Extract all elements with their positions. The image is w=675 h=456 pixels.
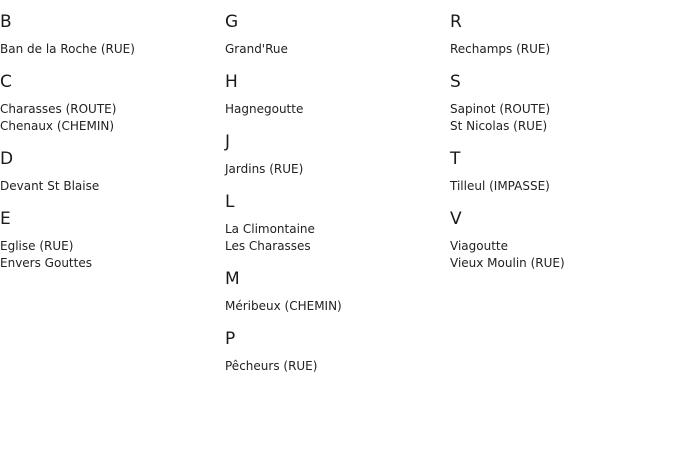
street-link[interactable]: Vieux Moulin (RUE): [450, 256, 565, 270]
street-link[interactable]: Les Charasses: [225, 239, 311, 253]
letter-group-j: [225, 132, 445, 178]
street-list: [225, 101, 445, 118]
street-list: [0, 238, 220, 272]
group-letter: V: [450, 209, 462, 229]
street-link[interactable]: Grand'Rue: [225, 42, 288, 56]
street-link[interactable]: Hagnegoutte: [225, 102, 304, 116]
street-link[interactable]: Charasses (ROUTE): [0, 102, 117, 116]
street-link[interactable]: Méribeux (CHEMIN): [225, 299, 342, 313]
street-list: [225, 221, 445, 255]
street-list: [225, 41, 445, 58]
letter-group-g: [225, 12, 445, 58]
street-list: [225, 358, 445, 375]
letter-group-e: [0, 209, 220, 272]
street-link[interactable]: Viagoutte: [450, 239, 508, 253]
group-letter: L: [225, 192, 235, 212]
letter-group-r: [450, 12, 670, 58]
letter-group-h: [225, 72, 445, 118]
letter-group-t: [450, 149, 670, 195]
group-letter: J: [225, 132, 231, 152]
street-list: [450, 238, 670, 272]
group-letter: P: [225, 329, 236, 349]
street-link[interactable]: Jardins (RUE): [225, 162, 304, 176]
group-letter: M: [225, 269, 240, 289]
group-letter: B: [0, 12, 12, 32]
street-list: [450, 41, 670, 58]
letter-group-p: [225, 329, 445, 375]
group-letter: R: [450, 12, 462, 32]
group-letter: H: [225, 72, 238, 92]
street-list: [0, 41, 220, 58]
street-link[interactable]: Rechamps (RUE): [450, 42, 551, 56]
street-list: [450, 178, 670, 195]
street-list: [450, 101, 670, 135]
letter-group-s: [450, 72, 670, 135]
group-letter: G: [225, 12, 239, 32]
street-link[interactable]: Eglise (RUE): [0, 239, 74, 253]
street-link[interactable]: Pêcheurs (RUE): [225, 359, 318, 373]
street-link[interactable]: La Climontaine: [225, 222, 315, 236]
letter-group-l: [225, 192, 445, 255]
group-letter: T: [450, 149, 461, 169]
street-list: [225, 298, 445, 315]
street-list: [0, 101, 220, 135]
street-link[interactable]: Ban de la Roche (RUE): [0, 42, 135, 56]
street-column-3: [450, 0, 670, 286]
group-letter: C: [0, 72, 12, 92]
street-link[interactable]: Chenaux (CHEMIN): [0, 119, 115, 133]
letter-group-v: [450, 209, 670, 272]
street-column-1: [0, 0, 220, 286]
group-letter: S: [450, 72, 461, 92]
street-link[interactable]: Envers Gouttes: [0, 256, 92, 270]
street-list: [0, 178, 220, 195]
street-column-2: [225, 0, 445, 389]
street-link[interactable]: Devant St Blaise: [0, 179, 100, 193]
street-link[interactable]: Tilleul (IMPASSE): [450, 179, 550, 193]
letter-group-d: [0, 149, 220, 195]
group-letter: E: [0, 209, 11, 229]
street-link[interactable]: St Nicolas (RUE): [450, 119, 548, 133]
street-link[interactable]: Sapinot (ROUTE): [450, 102, 551, 116]
letter-group-b: [0, 12, 220, 58]
letter-group-c: [0, 72, 220, 135]
street-list: [225, 161, 445, 178]
letter-group-m: [225, 269, 445, 315]
group-letter: D: [0, 149, 14, 169]
